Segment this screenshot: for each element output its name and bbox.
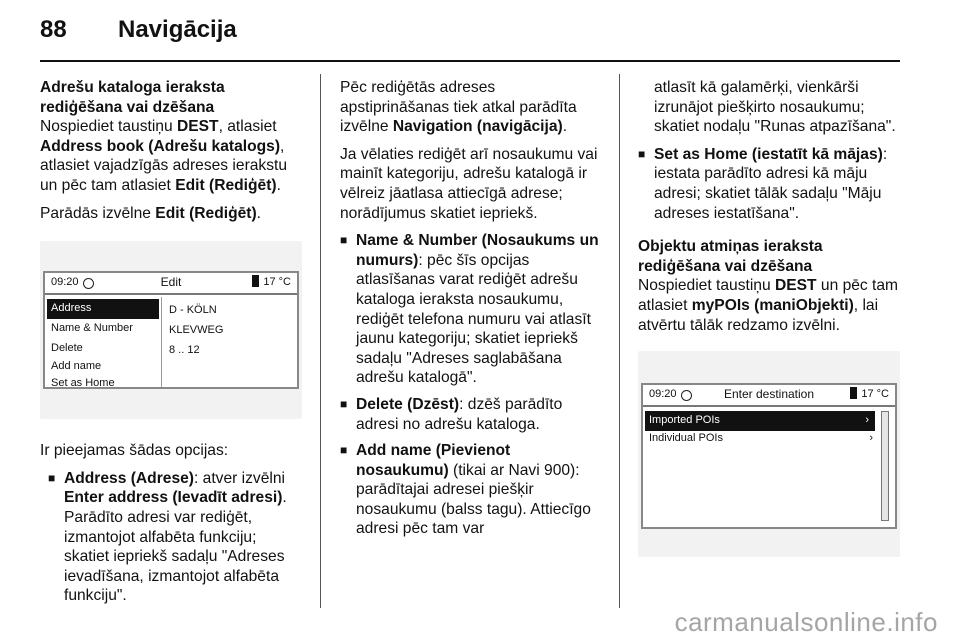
text: Parādās izvēlne [40, 204, 156, 222]
column-divider-2 [619, 74, 620, 608]
text: : dzēš parādīto adresi no adrešu kataloga. [356, 395, 563, 433]
header-rule [40, 60, 900, 62]
text: : iestata parādīto adresi kā māju adresi; skatiet tālāk sadaļu "Māju adreses iestatīšana". [654, 145, 888, 222]
options-list-2 [340, 231, 606, 539]
text: Nospiediet taustiņu [40, 118, 177, 136]
scrollbar[interactable] [881, 411, 889, 521]
temperature [850, 385, 889, 405]
paragraph-instructions [40, 117, 302, 195]
text: , atlasiet [218, 118, 277, 136]
term-edit: Edit (Rediģēt) [175, 176, 277, 194]
column-3 [638, 78, 904, 557]
page-number: 88 [40, 16, 67, 43]
term-address-book: Address book (Adrešu katalogs) [40, 137, 281, 155]
paragraph-poi-instructions [638, 276, 904, 335]
options-list-1 [48, 469, 302, 606]
thermometer-icon [850, 387, 857, 399]
screenshot-edit-menu [40, 241, 302, 419]
option-add-name [340, 441, 606, 539]
column-1 [40, 78, 302, 613]
detail-house-number: 8 .. 12 [169, 344, 200, 357]
watermark: carmanualsonline.info [674, 607, 938, 637]
term-delete: Delete (Dzēst) [356, 395, 460, 413]
menu-item-set-as-home[interactable]: Set as Home [51, 377, 115, 390]
term-address: Address (Adrese) [64, 469, 194, 487]
term-set-as-home: Set as Home (iestatīt kā mājas) [654, 145, 883, 163]
term-navigation: Navigation (navigācija) [392, 118, 563, 136]
section-heading-poi: Objektu atmiņas ieraksta rediģēšana vai dzēšana [638, 238, 823, 275]
term-enter-address: Enter address (Ievadīt adresi) [64, 489, 283, 507]
status-bar [643, 385, 895, 407]
text: . [256, 204, 261, 222]
screen-title: Edit [160, 275, 182, 290]
text: . [276, 176, 281, 194]
paragraph-continued: atlasīt kā galamērķi, vienkārši izrunājot piešķirto nosaukumu; skatiet nodaļu "Runas atpazīšana". [654, 79, 896, 136]
screen-display [43, 271, 299, 389]
option-address [48, 469, 302, 606]
chevron-right-icon: › [865, 414, 869, 427]
clock: 09:20 [649, 388, 677, 401]
temperature [252, 273, 291, 293]
text: , atlasiet vajadzīgās adreses ierakstu un pēc tam atlasiet [40, 137, 288, 194]
status-bar [45, 273, 297, 295]
screen-divider [161, 297, 162, 387]
screen-title: Enter destination [723, 387, 815, 402]
chevron-right-icon: › [869, 432, 873, 445]
term-mypois: myPOIs (maniObjekti) [691, 296, 854, 314]
text: . Parādīto adresi var rediģēt, izmantojot alfabēta funkciju; skatiet iepriekš sadaļu "Adreses ievadīšana, izmantojot alfabēta funkciju". [64, 489, 287, 605]
option-delete [340, 395, 606, 434]
menu-item-name-number[interactable]: Name & Number [51, 322, 133, 335]
section-heading-address-book: Adrešu kataloga ieraksta rediģēšana vai dzēšana [40, 79, 225, 116]
text: (tikai ar Navi 900): parādītajai adresei piešķir nosaukumu (balss tagu). Attiecīgo adresi pēc tam var [356, 461, 591, 538]
paragraph-edit-name: Ja vēlaties rediģēt arī nosaukumu vai mainīt kategoriju, adrešu katalogā ir vēlreiz jāatlasa attiecīgā adrese; norādījumus skatiet iepriekš. [340, 145, 598, 222]
term-add-name: Add name (Pievienot nosaukumu) [356, 442, 511, 479]
thermometer-icon [252, 275, 259, 287]
paragraph-options-intro: Ir pieejamas šādas opcijas: [40, 442, 229, 460]
temperature-value: 17 °C [263, 276, 291, 289]
page-header [40, 16, 237, 56]
temperature-value: 17 °C [861, 388, 889, 401]
text: . [562, 118, 568, 136]
column-2 [340, 78, 606, 546]
text: , lai atvērtu tālāk redzamo izvēlni. [638, 296, 879, 334]
key-dest: DEST [774, 277, 817, 295]
screen-display [641, 383, 897, 529]
column-divider-1 [320, 74, 321, 608]
menu-item-label: Individual POIs [649, 432, 723, 445]
menu-item-individual-pois[interactable] [649, 429, 875, 449]
paragraph-edit-menu [40, 204, 302, 224]
text: un pēc tam atlasiet [638, 277, 899, 314]
detail-city: D - KÖLN [169, 304, 217, 317]
term-edit: Edit (Rediģēt) [155, 204, 257, 222]
text: : atver izvēlni [194, 469, 285, 487]
detail-street: KLEVWEG [169, 324, 224, 337]
menu-item-delete[interactable]: Delete [51, 342, 83, 355]
term-name-number: Name & Number (Nosaukums un numurs) [356, 232, 599, 269]
option-name-number [340, 231, 606, 388]
screenshot-enter-destination [638, 351, 900, 557]
options-list-3 [638, 145, 904, 223]
key-dest: DEST [176, 118, 219, 136]
page-title: Navigācija [118, 16, 237, 43]
text: : pēc šīs opcijas atlasīšanas varat rediģēt adrešu kataloga ieraksta nosaukumu, rediģēt telefona numuru vai atlasīt jaunu kategoriju; skatiet iepriekš sadaļu "Adreses saglabāšana adrešu katalogā". [356, 251, 591, 387]
clock: 09:20 [51, 276, 79, 289]
paragraph-after-edit [340, 78, 606, 137]
menu-item-imported-pois[interactable] [645, 411, 875, 431]
menu-item-address[interactable]: Address [47, 299, 159, 319]
menu-item-label: Imported POIs [649, 414, 720, 427]
menu-item-add-name[interactable]: Add name [51, 360, 102, 373]
text: Pēc rediģētās adreses apstiprināšanas tiek atkal parādīta izvēlne [340, 79, 577, 136]
text: Nospiediet taustiņu [638, 277, 775, 295]
option-set-as-home [638, 145, 904, 223]
